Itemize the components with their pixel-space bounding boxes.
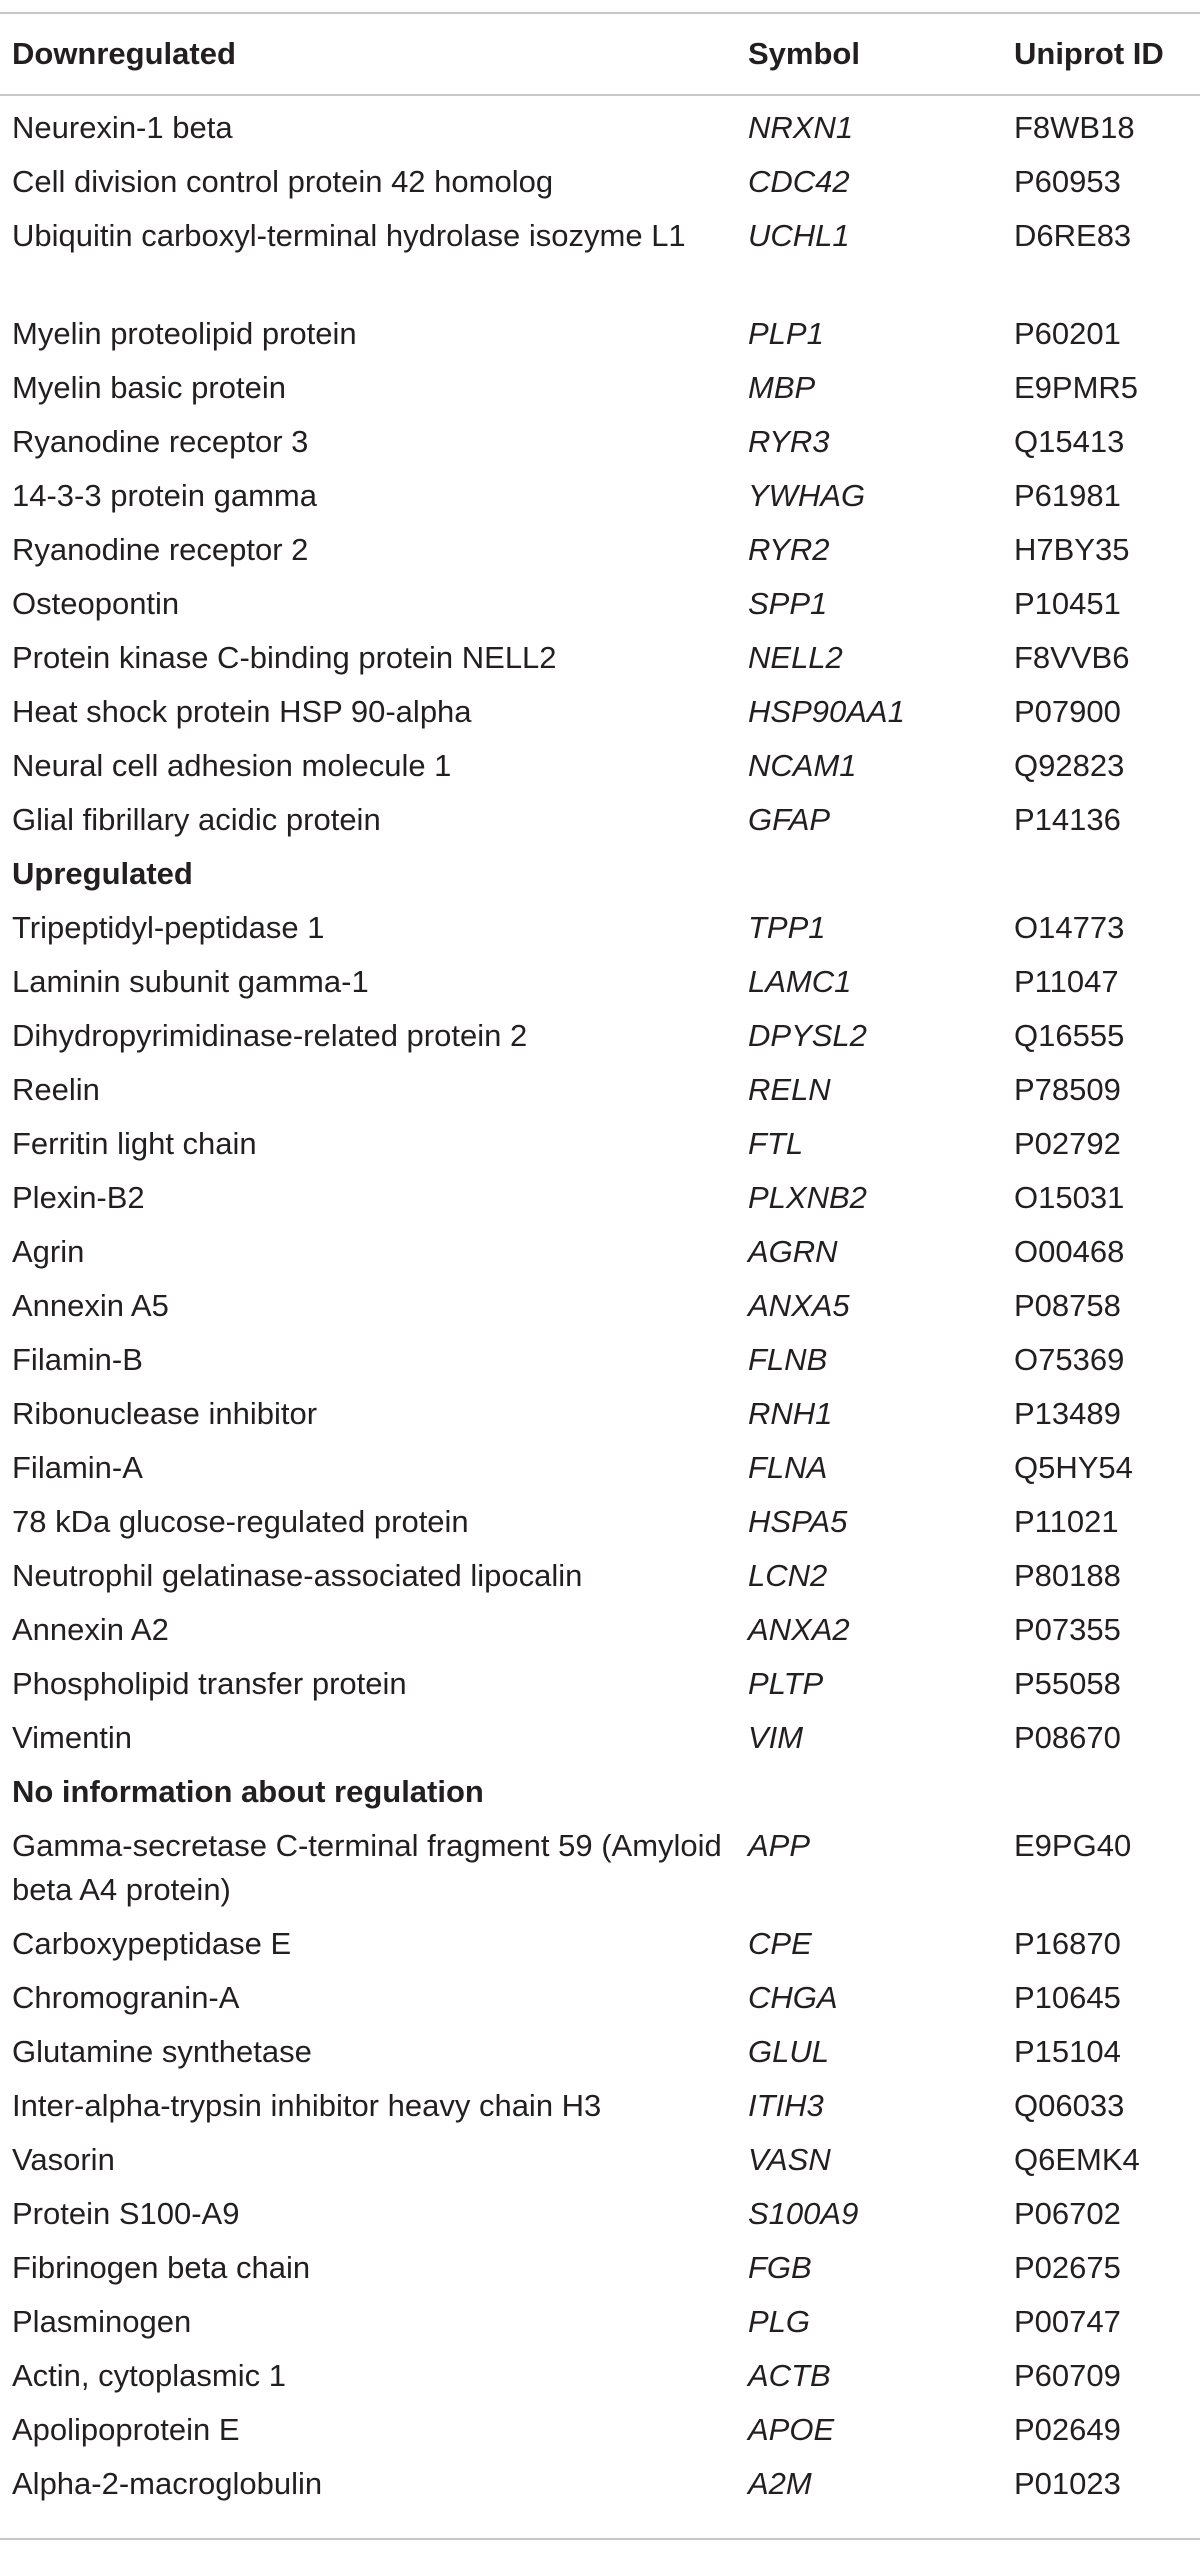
- empty-cell: [1002, 842, 1200, 896]
- protein-name: Carboxypeptidase E: [12, 1926, 292, 1961]
- gene-symbol: DPYSL2: [748, 1018, 867, 1053]
- gene-symbol: VIM: [748, 1720, 804, 1755]
- table-body: [0, 95, 1200, 2506]
- table-row: [0, 150, 1200, 204]
- gene-symbol: FLNA: [748, 1450, 828, 1485]
- uniprot-id: P08670: [1014, 1720, 1121, 1755]
- protein-name: Cell division control protein 42 homolog: [12, 164, 554, 199]
- uniprot-id: E9PG40: [1014, 1828, 1132, 1863]
- table-row: [0, 2182, 1200, 2236]
- table-row: [0, 1220, 1200, 1274]
- protein-name: Reelin: [12, 1072, 100, 1107]
- protein-name: Neural cell adhesion molecule 1: [12, 748, 452, 783]
- table-row: [0, 734, 1200, 788]
- protein-name: Phospholipid transfer protein: [12, 1666, 407, 1701]
- gene-symbol: ITIH3: [748, 2088, 824, 2123]
- gene-symbol: UCHL1: [748, 218, 850, 253]
- gene-symbol: CPE: [748, 1926, 812, 1961]
- table-bottom-rule: [0, 2538, 1200, 2540]
- uniprot-id: P07900: [1014, 694, 1121, 729]
- table-header: [0, 13, 1200, 95]
- uniprot-id: P08758: [1014, 1288, 1121, 1323]
- gene-symbol: PLP1: [748, 316, 824, 351]
- protein-name: Protein S100-A9: [12, 2196, 240, 2231]
- uniprot-id: P00747: [1014, 2304, 1121, 2339]
- uniprot-id: P16870: [1014, 1926, 1121, 1961]
- table-row: [0, 680, 1200, 734]
- table-row: [0, 950, 1200, 1004]
- protein-name: Filamin-A: [12, 1450, 143, 1485]
- gene-symbol: ANXA2: [748, 1612, 850, 1647]
- gene-symbol: PLG: [748, 2304, 811, 2339]
- table-row: [0, 1166, 1200, 1220]
- protein-name: Myelin basic protein: [12, 370, 286, 405]
- protein-name: 14-3-3 protein gamma: [12, 478, 317, 513]
- protein-name: Ribonuclease inhibitor: [12, 1396, 318, 1431]
- protein-name: Vasorin: [12, 2142, 115, 2177]
- uniprot-id: P10645: [1014, 1980, 1121, 2015]
- protein-name: Chromogranin-A: [12, 1980, 240, 2015]
- gene-symbol: LCN2: [748, 1558, 828, 1593]
- gene-symbol: NRXN1: [748, 110, 854, 145]
- protein-name: Tripeptidyl-peptidase 1: [12, 910, 325, 945]
- table-row: [0, 626, 1200, 680]
- uniprot-id: O00468: [1014, 1234, 1125, 1269]
- gene-symbol: A2M: [748, 2466, 812, 2501]
- gene-symbol: CDC42: [748, 164, 850, 199]
- table-row: [0, 1004, 1200, 1058]
- protein-name: Fibrinogen beta chain: [12, 2250, 311, 2285]
- gene-symbol: FLNB: [748, 1342, 828, 1377]
- gene-symbol: LAMC1: [748, 964, 852, 999]
- table-row: [0, 1598, 1200, 1652]
- uniprot-id: O15031: [1014, 1180, 1125, 1215]
- protein-name: Laminin subunit gamma-1: [12, 964, 369, 999]
- table-row: [0, 2290, 1200, 2344]
- gene-symbol: APOE: [748, 2412, 835, 2447]
- empty-cell: [1002, 1760, 1200, 1814]
- table-row: [0, 1544, 1200, 1598]
- uniprot-id: P01023: [1014, 2466, 1121, 2501]
- protein-name: 78 kDa glucose-regulated protein: [12, 1504, 469, 1539]
- table-row: [0, 1490, 1200, 1544]
- protein-name: Ryanodine receptor 2: [12, 532, 309, 567]
- uniprot-id: O75369: [1014, 1342, 1125, 1377]
- protein-name: Osteopontin: [12, 586, 180, 621]
- table-row: [0, 572, 1200, 626]
- protein-name: Glutamine synthetase: [12, 2034, 312, 2069]
- uniprot-id: P11047: [1014, 964, 1119, 999]
- gene-symbol: SPP1: [748, 586, 828, 621]
- gene-symbol: GFAP: [748, 802, 831, 837]
- gene-symbol: ACTB: [748, 2358, 831, 2393]
- uniprot-id: P02675: [1014, 2250, 1121, 2285]
- uniprot-id: F8VVB6: [1014, 640, 1130, 675]
- uniprot-id: O14773: [1014, 910, 1125, 945]
- protein-name: Apolipoprotein E: [12, 2412, 240, 2447]
- gene-symbol: HSP90AA1: [748, 694, 905, 729]
- protein-name: Neurexin-1 beta: [12, 110, 233, 145]
- empty-cell: [736, 1760, 1002, 1814]
- protein-name: Protein kinase C-binding protein NELL2: [12, 640, 557, 675]
- uniprot-id: Q92823: [1014, 748, 1125, 783]
- uniprot-id: Q5HY54: [1014, 1450, 1133, 1485]
- uniprot-id: P02792: [1014, 1126, 1121, 1161]
- uniprot-id: H7BY35: [1014, 532, 1130, 567]
- gene-symbol: S100A9: [748, 2196, 859, 2231]
- header-symbol: Symbol: [748, 36, 860, 71]
- header-uniprot-id: Uniprot ID: [1014, 36, 1164, 71]
- protein-name: Vimentin: [12, 1720, 133, 1755]
- protein-name: Plexin-B2: [12, 1180, 145, 1215]
- protein-name: Actin, cytoplasmic 1: [12, 2358, 286, 2393]
- uniprot-id: P14136: [1014, 802, 1121, 837]
- protein-name: Inter-alpha-trypsin inhibitor heavy chain H3: [12, 2088, 602, 2123]
- protein-name: Agrin: [12, 1234, 85, 1269]
- uniprot-id: Q16555: [1014, 1018, 1125, 1053]
- gene-symbol: RYR3: [748, 424, 830, 459]
- gene-symbol: HSPA5: [748, 1504, 848, 1539]
- uniprot-id: P11021: [1014, 1504, 1119, 1539]
- table-row: [0, 2020, 1200, 2074]
- gene-symbol: APP: [748, 1828, 811, 1863]
- uniprot-id: D6RE83: [1014, 218, 1132, 253]
- uniprot-id: P60953: [1014, 164, 1121, 199]
- protein-name: Alpha-2-macroglobulin: [12, 2466, 323, 2501]
- protein-name: Myelin proteolipid protein: [12, 316, 357, 351]
- table-row: [0, 1814, 1200, 1912]
- table-row: [0, 896, 1200, 950]
- table-row: [0, 2128, 1200, 2182]
- gene-symbol: RYR2: [748, 532, 830, 567]
- gene-symbol: TPP1: [748, 910, 826, 945]
- protein-name: Ryanodine receptor 3: [12, 424, 309, 459]
- uniprot-id: F8WB18: [1014, 110, 1135, 145]
- table-row: [0, 464, 1200, 518]
- table-row: [0, 2344, 1200, 2398]
- table-row: [0, 1706, 1200, 1760]
- table-row: [0, 356, 1200, 410]
- table-row: [0, 95, 1200, 150]
- uniprot-id: P07355: [1014, 1612, 1121, 1647]
- gene-symbol: VASN: [748, 2142, 831, 2177]
- gene-symbol: PLTP: [748, 1666, 824, 1701]
- uniprot-id: P10451: [1014, 586, 1121, 621]
- section-row-upregulated: [0, 842, 1200, 896]
- table-row: [0, 1112, 1200, 1166]
- header-downregulated: Downregulated: [12, 36, 236, 71]
- table-row: [0, 788, 1200, 842]
- protein-name: Plasminogen: [12, 2304, 192, 2339]
- uniprot-id: P15104: [1014, 2034, 1121, 2069]
- uniprot-id: P60201: [1014, 316, 1121, 351]
- table-row: [0, 2074, 1200, 2128]
- table-row: [0, 1436, 1200, 1490]
- table-row: [0, 1382, 1200, 1436]
- section-row-no-information: [0, 1760, 1200, 1814]
- protein-regulation-table: [0, 12, 1200, 2506]
- uniprot-id: P61981: [1014, 478, 1121, 513]
- gene-symbol: NCAM1: [748, 748, 857, 783]
- table-row: [0, 518, 1200, 572]
- gene-symbol: AGRN: [748, 1234, 838, 1269]
- header-row: [0, 13, 1200, 95]
- section-label: No information about regulation: [12, 1774, 484, 1809]
- table-row: [0, 2398, 1200, 2452]
- uniprot-id: P60709: [1014, 2358, 1121, 2393]
- table-row: [0, 1912, 1200, 1966]
- protein-name: Annexin A5: [12, 1288, 169, 1323]
- table-row: [0, 1652, 1200, 1706]
- table-row: [0, 1058, 1200, 1112]
- section-label: Upregulated: [12, 856, 193, 891]
- protein-name: Ubiquitin carboxyl-terminal hydrolase isozyme L1: [12, 218, 686, 253]
- uniprot-id: P80188: [1014, 1558, 1121, 1593]
- table-row: [0, 2236, 1200, 2290]
- gene-symbol: YWHAG: [748, 478, 866, 513]
- gene-symbol: MBP: [748, 370, 816, 405]
- uniprot-id: Q15413: [1014, 424, 1125, 459]
- table-row: [0, 410, 1200, 464]
- protein-name: Gamma-secretase C-terminal fragment 59 (Amyloid beta A4 protein): [12, 1828, 722, 1907]
- gene-symbol: RELN: [748, 1072, 831, 1107]
- protein-name: Heat shock protein HSP 90-alpha: [12, 694, 472, 729]
- gene-symbol: CHGA: [748, 1980, 838, 2015]
- gene-symbol: ANXA5: [748, 1288, 850, 1323]
- protein-name: Glial fibrillary acidic protein: [12, 802, 381, 837]
- table-row: [0, 204, 1200, 302]
- uniprot-id: P55058: [1014, 1666, 1121, 1701]
- gene-symbol: RNH1: [748, 1396, 833, 1431]
- table-row: [0, 1966, 1200, 2020]
- table-row: [0, 1328, 1200, 1382]
- table-row: [0, 2452, 1200, 2506]
- uniprot-id: P02649: [1014, 2412, 1121, 2447]
- uniprot-id: P78509: [1014, 1072, 1121, 1107]
- uniprot-id: Q06033: [1014, 2088, 1125, 2123]
- gene-symbol: NELL2: [748, 640, 843, 675]
- protein-name: Neutrophil gelatinase-associated lipocalin: [12, 1558, 583, 1593]
- table-row: [0, 302, 1200, 356]
- gene-symbol: FTL: [748, 1126, 804, 1161]
- uniprot-id: Q6EMK4: [1014, 2142, 1140, 2177]
- uniprot-id: E9PMR5: [1014, 370, 1139, 405]
- table-row: [0, 1274, 1200, 1328]
- protein-name: Filamin-B: [12, 1342, 143, 1377]
- gene-symbol: GLUL: [748, 2034, 829, 2069]
- protein-name: Annexin A2: [12, 1612, 169, 1647]
- gene-symbol: FGB: [748, 2250, 812, 2285]
- uniprot-id: P06702: [1014, 2196, 1121, 2231]
- gene-symbol: PLXNB2: [748, 1180, 867, 1215]
- protein-name: Dihydropyrimidinase-related protein 2: [12, 1018, 528, 1053]
- uniprot-id: P13489: [1014, 1396, 1121, 1431]
- protein-name: Ferritin light chain: [12, 1126, 257, 1161]
- empty-cell: [736, 842, 1002, 896]
